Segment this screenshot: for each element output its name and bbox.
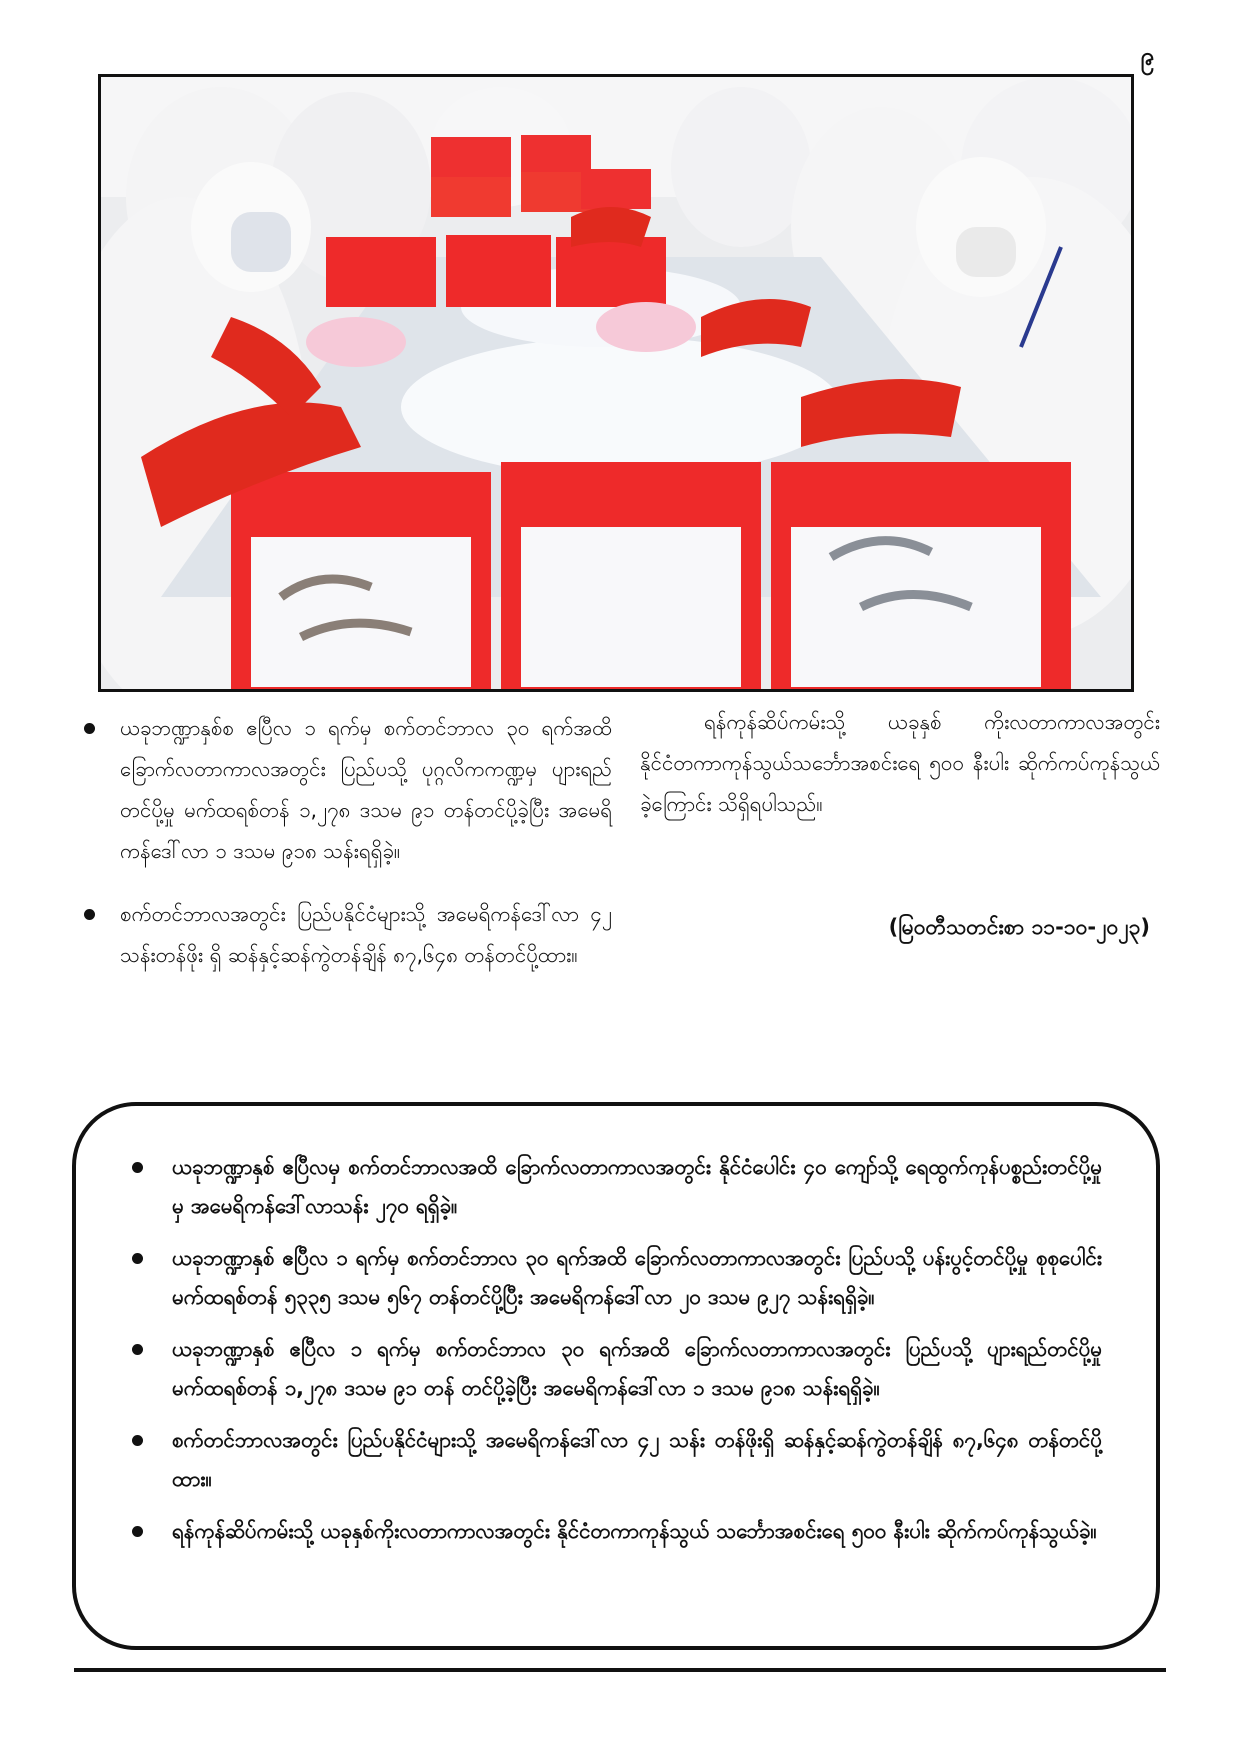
bullet-text: ယခုဘဏ္ဍာနှစ်စ ဧပြီလ ၁ ရက်မှ စက်တင်ဘာလ ၃၀ ရက်အထိ ခြောက်လတာကာလအတွင်း ပြည်ပသို့ ပုဂ္ဂလိကကဏ္ဍမှ ပျားရည်တင်ပို့မှု မက်ထရစ်တန် ၁,၂၇၈ ဒသမ ၉၁ တန်တင်ပို့ခဲ့ပြီး အမေရိကန်ဒေါ်လာ ၁ ဒသမ ၉၁၈ သန်းရရှိခဲ့။ — [120, 716, 612, 863]
summary-text: ရန်ကုန်ဆိပ်ကမ်းသို့ ယခုနှစ်ကိုးလတာကာလအတွင်း နိုင်ငံတကာကုန်သွယ် သင်္ဘောအစင်းရေ ၅၀၀ နီးပါး ဆိုက်ကပ်ကုန်သွယ်ခဲ့။ — [172, 1519, 1097, 1543]
list-item — [112, 1148, 1102, 1226]
article-paragraph: ရန်ကုန်ဆိပ်ကမ်းသို့ ယခုနှစ် ကိုးလတာကာလအတွင်း နိုင်ငံတကာကုန်သွယ်သင်္ဘောအစင်းရေ ၅၀၀ နီးပါး ဆိုက်ကပ်ကုန်သွယ်ခဲ့ကြောင်း သိရှိရပါသည်။ — [640, 710, 1160, 816]
bullet-icon — [84, 723, 95, 734]
bullet-icon — [84, 909, 95, 920]
bullet-icon — [132, 1162, 143, 1173]
summary-box — [72, 1102, 1160, 1650]
list-item — [82, 894, 612, 976]
right-column — [640, 702, 1160, 825]
shrimp-processing-photo — [98, 74, 1134, 692]
bottom-divider — [74, 1668, 1166, 1672]
summary-text: ယခုဘဏ္ဍာနှစ် ဧပြီလမှ စက်တင်ဘာလအထိ ခြောက်လတာကာလအတွင်း နိုင်ငံပေါင်း ၄၀ ကျော်သို့ ရေထွက်ကုန်ပစ္စည်းတင်ပို့မှုမှ အမေရိကန်ဒေါ်လာသန်း ၂၇၀ ရရှိခဲ့။ — [172, 1155, 1102, 1218]
list-item — [112, 1421, 1102, 1499]
bullet-text: စက်တင်ဘာလအတွင်း ပြည်ပနိုင်ငံများသို့ အမေရိကန်ဒေါ်လာ ၄၂ သန်းတန်ဖိုး ရှိ ဆန်နှင့်ဆန်ကွဲတန်ချိန် ၈၇,၆၄၈ တန်တင်ပို့ထား။ — [120, 902, 612, 967]
bullet-icon — [132, 1253, 143, 1264]
bullet-icon — [132, 1435, 143, 1446]
list-item — [112, 1330, 1102, 1408]
bullet-icon — [132, 1344, 143, 1355]
summary-text: စက်တင်ဘာလအတွင်း ပြည်ပနိုင်ငံများသို့ အမေရိကန်ဒေါ်လာ ၄၂ သန်း တန်ဖိုးရှိ ဆန်နှင့်ဆန်ကွဲတန်ချိန် ၈၇,၆၄၈ တန်တင်ပို့ထား။ — [172, 1428, 1102, 1491]
list-item — [112, 1239, 1102, 1317]
photo-illustration — [101, 77, 1131, 689]
page-number: ၉ — [1140, 42, 1154, 70]
list-item — [112, 1512, 1102, 1551]
bullet-icon — [132, 1526, 143, 1537]
list-item — [82, 708, 612, 872]
summary-text: ယခုဘဏ္ဍာနှစ် ဧပြီလ ၁ ရက်မှ စက်တင်ဘာလ ၃၀ ရက်အထိ ခြောက်လတာကာလအတွင်း ပြည်ပသို့ ပျားရည်တင်ပို့မှု မက်ထရစ်တန် ၁,၂၇၈ ဒသမ ၉၁ တန် တင်ပို့ခဲ့ပြီး အမေရိကန်ဒေါ်လာ ၁ ဒသမ ၉၁၈ သန်းရရှိခဲ့။ — [172, 1337, 1102, 1400]
summary-bullet-list — [112, 1148, 1102, 1551]
summary-text: ယခုဘဏ္ဍာနှစ် ဧပြီလ ၁ ရက်မှ စက်တင်ဘာလ ၃၀ ရက်အထိ ခြောက်လတာကာလအတွင်း ပြည်ပသို့ ပန်းပွင့်တင်ပို့မှု စုစုပေါင်း မက်ထရစ်တန် ၅၃၃၅ ဒသမ ၅၆၇ တန်တင်ပို့ပြီး အမေရိကန်ဒေါ်လာ ၂၀ ဒသမ ၉၂၇ သန်းရရှိခဲ့။ — [172, 1246, 1102, 1309]
source-citation: (မြဝတီသတင်းစာ ၁၁-၁၀-၂၀၂၃) — [888, 915, 1150, 939]
left-bullet-list — [82, 708, 612, 976]
left-column — [82, 708, 612, 998]
